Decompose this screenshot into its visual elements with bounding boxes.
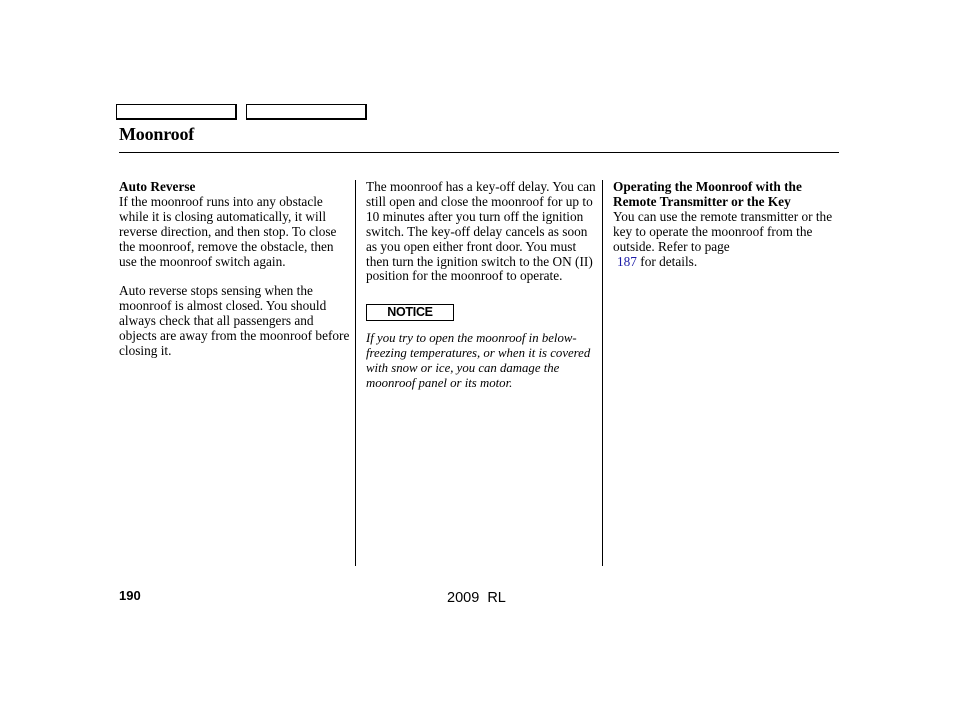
remote-operation-tail: for details. bbox=[636, 253, 698, 269]
nav-button-next[interactable] bbox=[246, 104, 367, 120]
remote-operation-text: You can use the remote transmitter or the key to operate the moonroof from the outside. Refer to page bbox=[613, 208, 833, 254]
section-heading-remote-operation: Operating the Moonroof with the Remote Transmitter or the Key bbox=[613, 179, 802, 209]
column-remote-operation bbox=[613, 180, 839, 269]
notice-text: If you try to open the moonroof in below-freezing temperatures, or when it is covered with snow or ice, you can damage the moonroof panel or its motor. bbox=[366, 331, 591, 391]
page-title: Moonroof bbox=[119, 124, 195, 144]
column-divider-1 bbox=[355, 180, 356, 566]
column-auto-reverse bbox=[119, 180, 351, 359]
remote-operation-paragraph bbox=[613, 210, 839, 270]
page-reference-link[interactable]: 187 bbox=[617, 253, 637, 269]
auto-reverse-paragraph-2: Auto reverse stops sensing when the moonroof is almost closed. You should always check that all passengers and objects are away from the moonroof before closing it. bbox=[119, 283, 350, 358]
page-number: 190 bbox=[119, 588, 141, 603]
model-footer: 2009 RL bbox=[447, 590, 506, 606]
column-key-off-delay bbox=[366, 180, 598, 391]
notice-badge: NOTICE bbox=[366, 304, 454, 321]
column-divider-2 bbox=[602, 180, 603, 566]
title-divider bbox=[119, 152, 839, 153]
nav-button-previous[interactable] bbox=[116, 104, 237, 120]
key-off-delay-paragraph: The moonroof has a key-off delay. You can still open and close the moonroof for up to 10 minutes after you turn off the ignition switch. The key-off delay cancels as soon as you open either front door. You must then turn the ignition switch to the ON (II) position for the moonroof to operate. bbox=[366, 179, 596, 284]
auto-reverse-paragraph-1: If the moonroof runs into any obstacle while it is closing automatically, it will reverse direction, and then stop. To close the moonroof, remove the obstacle, then use the moonroof switch again. bbox=[119, 193, 337, 269]
section-heading-auto-reverse: Auto Reverse bbox=[119, 179, 196, 194]
